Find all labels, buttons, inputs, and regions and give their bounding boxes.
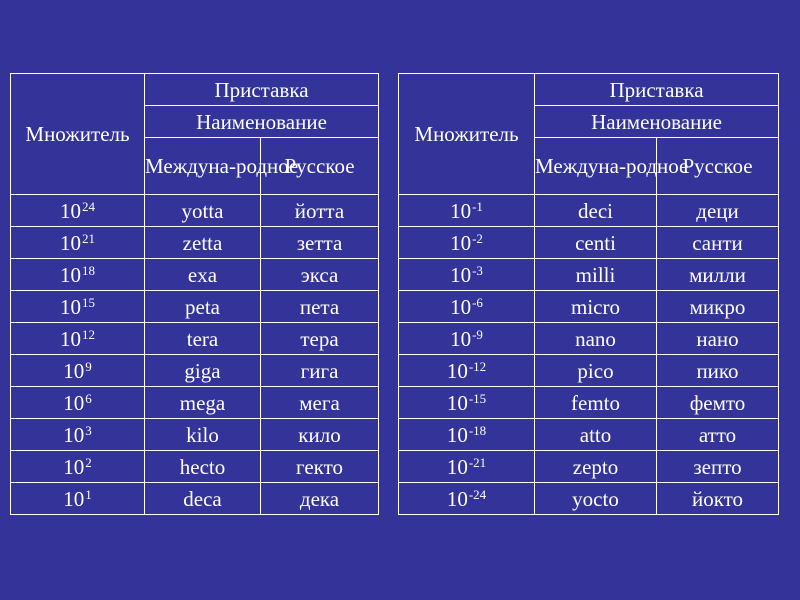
multiplier-exponent: 18 [82,262,95,278]
international-name-cell: nano [535,323,657,355]
international-name-cell: pico [535,355,657,387]
table-rows [11,195,379,515]
russian-name-cell: деци [657,195,779,227]
russian-name-cell: мега [261,387,379,419]
multiplier-exponent: 12 [82,326,95,342]
international-header: Междуна-родное [145,138,261,195]
international-name-cell: deca [145,483,261,515]
table-body [399,74,779,195]
table-row [399,451,779,483]
international-name-cell: zepto [535,451,657,483]
table-row [11,419,379,451]
international-name-cell: peta [145,291,261,323]
multiplier-exponent: -9 [472,326,483,342]
table-row [399,355,779,387]
multiplier-base: 10 [60,262,81,287]
multiplier-cell [399,387,535,419]
multiplier-exponent: -2 [472,230,483,246]
international-name-cell: hecto [145,451,261,483]
multiplier-base: 10 [446,486,468,511]
prefix-header: Приставка [535,74,779,106]
multiplier-base: 10 [63,486,85,511]
russian-name-cell: фемто [657,387,779,419]
multiplier-base: 10 [450,262,472,287]
multiplier-exponent: 2 [85,454,92,470]
multiplier-base: 10 [63,390,85,415]
multiplier-exponent: 21 [82,230,95,246]
table-row [11,483,379,515]
international-name-cell: giga [145,355,261,387]
multiplier-cell [399,227,535,259]
international-name-cell: micro [535,291,657,323]
multiplier-cell [399,195,535,227]
russian-name-cell: йотта [261,195,379,227]
multiplier-base: 10 [60,230,81,255]
multiplier-base: 10 [450,294,472,319]
russian-name-cell: зепто [657,451,779,483]
international-name-cell: femto [535,387,657,419]
prefix-table-right [398,73,779,515]
table-row [11,451,379,483]
multiplier-cell [399,451,535,483]
table-body [11,74,379,195]
table-row [11,259,379,291]
multiplier-exponent: 15 [82,294,95,310]
international-name-cell: zetta [145,227,261,259]
table-row [399,323,779,355]
international-name-cell: centi [535,227,657,259]
multiplier-base: 10 [450,230,472,255]
russian-name-cell: микро [657,291,779,323]
table-row [399,387,779,419]
multiplier-base: 10 [446,390,468,415]
table-row [11,355,379,387]
multiplier-cell [11,195,145,227]
russian-name-cell: гига [261,355,379,387]
russian-header: Русское [657,138,779,195]
international-name-cell: exa [145,259,261,291]
multiplier-exponent: -18 [468,422,487,438]
russian-name-cell: нано [657,323,779,355]
table-row [11,227,379,259]
multiplier-base: 10 [60,198,81,223]
multiplier-base: 10 [446,422,468,447]
prefix-header: Приставка [145,74,379,106]
table-row [11,387,379,419]
multiplier-cell [399,483,535,515]
multiplier-base: 10 [63,358,85,383]
russian-name-cell: пета [261,291,379,323]
table-row [399,195,779,227]
multiplier-exponent: 3 [85,422,92,438]
multiplier-exponent: -1 [472,198,483,214]
russian-name-cell: атто [657,419,779,451]
name-header: Наименование [145,106,379,138]
multiplier-base: 10 [63,454,85,479]
multiplier-cell [11,419,145,451]
name-header: Наименование [535,106,779,138]
table-row [11,195,379,227]
multiplier-exponent: 1 [85,486,92,502]
multiplier-base: 10 [60,326,81,351]
multiplier-exponent: -15 [468,390,487,406]
international-name-cell: tera [145,323,261,355]
russian-name-cell: кило [261,419,379,451]
multiplier-exponent: -21 [468,454,487,470]
table-rows [399,195,779,515]
russian-name-cell: зетта [261,227,379,259]
multiplier-cell [399,323,535,355]
international-name-cell: deci [535,195,657,227]
table-row [399,291,779,323]
multiplier-base: 10 [450,198,472,223]
russian-name-cell: милли [657,259,779,291]
multiplier-exponent: -3 [472,262,483,278]
multiplier-cell [11,227,145,259]
multiplier-base: 10 [446,358,468,383]
russian-name-cell: дека [261,483,379,515]
multiplier-exponent: 24 [82,198,95,214]
multiplier-cell [399,419,535,451]
table-row [11,323,379,355]
multiplier-base: 10 [63,422,85,447]
multiplier-cell [399,291,535,323]
multiplier-exponent: -12 [468,358,487,374]
multiplier-header: Множитель [11,74,145,195]
russian-name-cell: санти [657,227,779,259]
multiplier-header: Множитель [399,74,535,195]
header-row [11,74,379,106]
international-name-cell: kilo [145,419,261,451]
russian-name-cell: экса [261,259,379,291]
international-name-cell: yotta [145,195,261,227]
multiplier-exponent: 6 [85,390,92,406]
international-name-cell: mega [145,387,261,419]
prefix-table-left [10,73,379,515]
table-row [399,419,779,451]
multiplier-cell [399,259,535,291]
russian-name-cell: йокто [657,483,779,515]
multiplier-exponent: -6 [472,294,483,310]
table-row [399,227,779,259]
russian-name-cell: гекто [261,451,379,483]
header-row [399,74,779,106]
russian-header: Русское [261,138,379,195]
international-header: Междуна-родное [535,138,657,195]
multiplier-base: 10 [446,454,468,479]
table-row [11,291,379,323]
multiplier-cell [11,355,145,387]
multiplier-base: 10 [450,326,472,351]
multiplier-cell [11,483,145,515]
international-name-cell: yocto [535,483,657,515]
multiplier-cell [11,323,145,355]
multiplier-cell [11,291,145,323]
international-name-cell: milli [535,259,657,291]
multiplier-base: 10 [60,294,81,319]
table-row [399,483,779,515]
international-name-cell: atto [535,419,657,451]
multiplier-cell [11,451,145,483]
russian-name-cell: пико [657,355,779,387]
russian-name-cell: тера [261,323,379,355]
multiplier-cell [399,355,535,387]
table-row [399,259,779,291]
multiplier-cell [11,387,145,419]
multiplier-cell [11,259,145,291]
multiplier-exponent: -24 [468,486,487,502]
multiplier-exponent: 9 [85,358,92,374]
